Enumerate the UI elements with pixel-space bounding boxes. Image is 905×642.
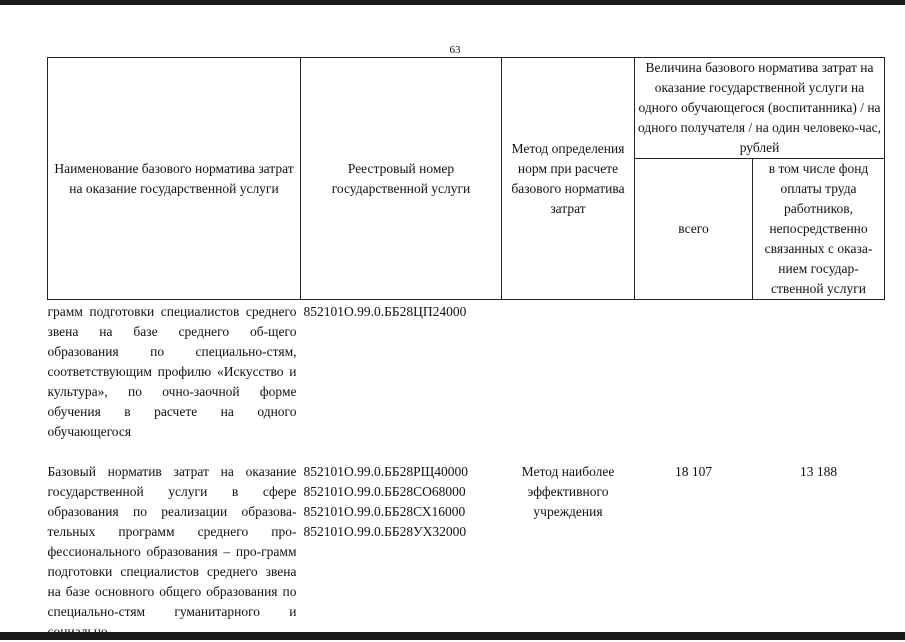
row-registry-cell: 852101О.99.0.ББ28РЩ40000 852101О.99.0.ББ28СО68000 852101О.99.0.ББ28СХ16000 852101О.99.0.ББ28УХ32000: [303, 464, 469, 539]
row-name-cell: грамм подготовки специалистов среднего звена на базе среднего об-щего образования по специально-стям, соответствующим профилю «Искусство и культура», по очно-заочной форме обучения в расчете на одного обучающегося: [47, 304, 297, 439]
header-total: всего: [635, 159, 753, 300]
page-top-edge: [0, 0, 905, 5]
header-method: Метод определения норм при расчете базового норматива затрат: [502, 58, 635, 300]
norm-table: [47, 57, 885, 642]
row-total-cell: 18 107: [674, 464, 713, 479]
row-labor-fund-cell: [753, 300, 885, 443]
row-registry-cell: 852101О.99.0.ББ28ЦП24000: [303, 304, 467, 319]
page-bottom-edge: [0, 632, 905, 640]
row-labor-fund-cell: 13 188: [799, 464, 838, 479]
table-row: [48, 300, 885, 443]
table-header: [48, 58, 885, 300]
header-labor-fund: в том числе фонд оплаты труда работников, непосредственно связанных с оказа-нием государ-ственной услуги: [753, 159, 885, 300]
row-total-cell: [635, 300, 753, 443]
page-number: 63: [449, 44, 461, 56]
header-registry: Реестровый номер государственной услуги: [301, 58, 502, 300]
row-method-cell: Метод наиболее эффективного учреждения: [521, 464, 615, 519]
header-name: Наименование базового норматива затрат на оказание государственной услуги: [48, 58, 301, 300]
row-method-cell: [502, 300, 635, 443]
row-name-cell: Базовый норматив затрат на оказание государственной услуги в сфере образования по реализации образова-тельных программ среднего про-фессионального образования – про-грамм подготовки специалистов среднего звена на базе основного общего образования по специально-стям гуманитарного и: [47, 464, 297, 619]
header-value-group: Величина базового норматива затрат на оказание государственной услуги на одного обучающегося (воспитанника) / на одного получателя / на один человеко-час, рублей: [635, 58, 885, 159]
table-row: [48, 462, 885, 642]
